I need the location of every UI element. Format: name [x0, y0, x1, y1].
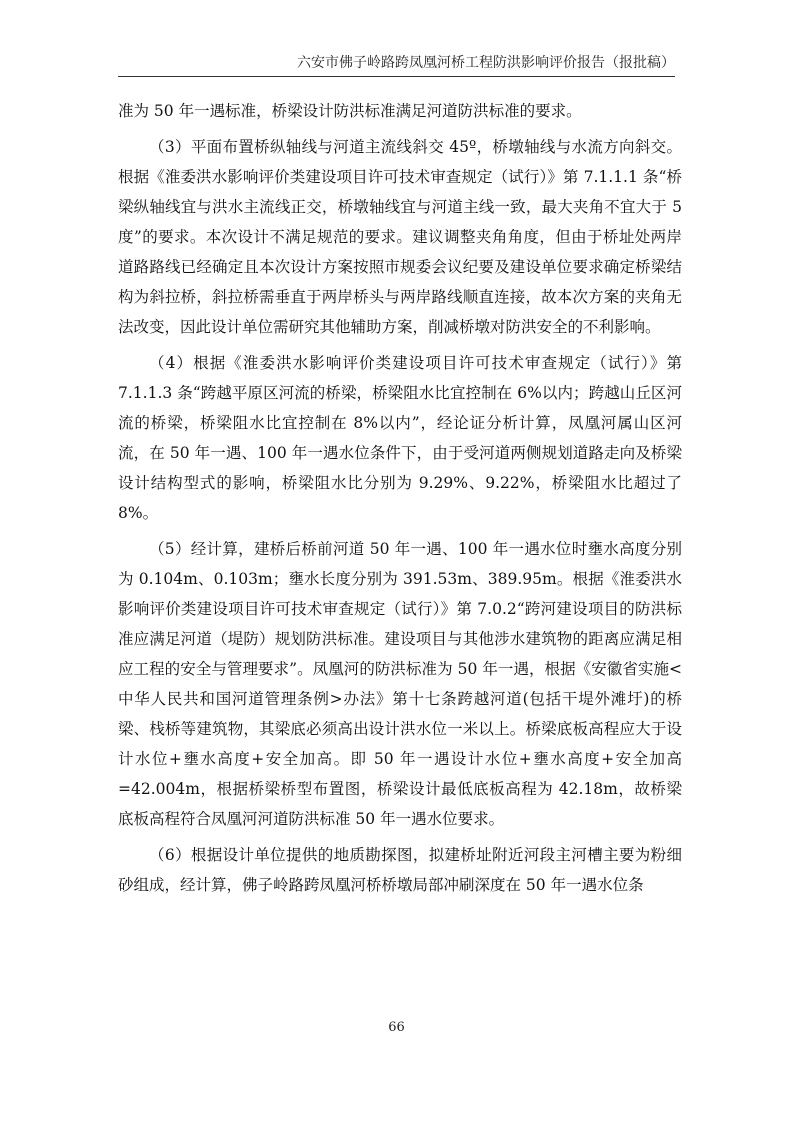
paragraph-item-5: （5）经计算，建桥后桥前河道 50 年一遇、100 年一遇水位时壅水高度分别为 0.104m、0.103m；壅水长度分别为 391.53m、389.95m。根据《淮委洪水影响评价类建设项目许可技术审查规定（试行）》第 7.0.2“跨河建设项目的防洪标准应满足河道（堤防）规划防洪标准。建设项目与其他涉水建筑物的距离应满足相应工程的安全与管理要求”。凤凰河的防洪标准为 50 年一遇，根据《安徽省实施<中华人民共和国河道管理条例>办法》第十七条跨越河道(包括干堤外滩圩)的桥梁、栈桥等建筑物，其梁底必须高出设计洪水位一米以上。桥梁底板高程应大于设计水位+壅水高度+安全加高。即 50 年一遇设计水位+壅水高度+安全加高=42.004m，根据桥梁桥型布置图，桥梁设计最低底板高程为 42.18m，故桥梁底板高程符合凤凰河河道防洪标准 50 年一遇水位要求。 [118, 540, 682, 828]
paragraph-item-6: （6）根据设计单位提供的地质勘探图，拟建桥址附近河段主河槽主要为粉细砂组成，经计算，佛子岭路跨凤凰河桥桥墩局部冲刷深度在 50 年一遇水位条 [118, 846, 682, 894]
running-header: 六安市佛子岭路跨凤凰河桥工程防洪影响评价报告（报批稿） [297, 55, 675, 71]
page-number: 66 [388, 1020, 405, 1035]
paragraph-item-4: （4）根据《淮委洪水影响评价类建设项目许可技术审查规定（试行）》第 7.1.1.3 条“跨越平原区河流的桥梁，桥梁阻水比宜控制在 6%以内；跨越山丘区河流的桥梁，桥梁阻水比宜控制在 8%以内”，经论证分析计算，凤凰河属山区河流，在 50 年一遇、100 年一遇水位条件下，由于受河道两侧规划道路走向及桥梁设计结构型式的影响，桥梁阻水比分别为 9.29%、9.22%，桥梁阻水比超过了 8%。 [118, 354, 682, 522]
report-body [118, 96, 682, 906]
paragraph-continued: 准为 50 年一遇标准，桥梁设计防洪标准满足河道防洪标准的要求。 [118, 102, 582, 120]
header-divider [118, 76, 675, 77]
paragraph-item-3: （3）平面布置桥纵轴线与河道主流线斜交 45º，桥墩轴线与水流方向斜交。根据《淮委洪水影响评价类建设项目许可技术审查规定（试行）》第 7.1.1.1 条“桥梁纵轴线宜与洪水主流线正交，桥墩轴线宜与河道主线一致，最大夹角不宜大于 5 度”的要求。本次设计不满足规范的要求。建议调整夹角角度，但由于桥址处两岸道路路线已经确定且本次设计方案按照市规委会议纪要及建设单位要求确定桥梁结构为斜拉桥，斜拉桥需垂直于两岸桥头与两岸路线顺直连接，故本次方案的夹角无法改变，因此设计单位需研究其他辅助方案，削减桥墩对防洪安全的不利影响。 [118, 138, 682, 336]
